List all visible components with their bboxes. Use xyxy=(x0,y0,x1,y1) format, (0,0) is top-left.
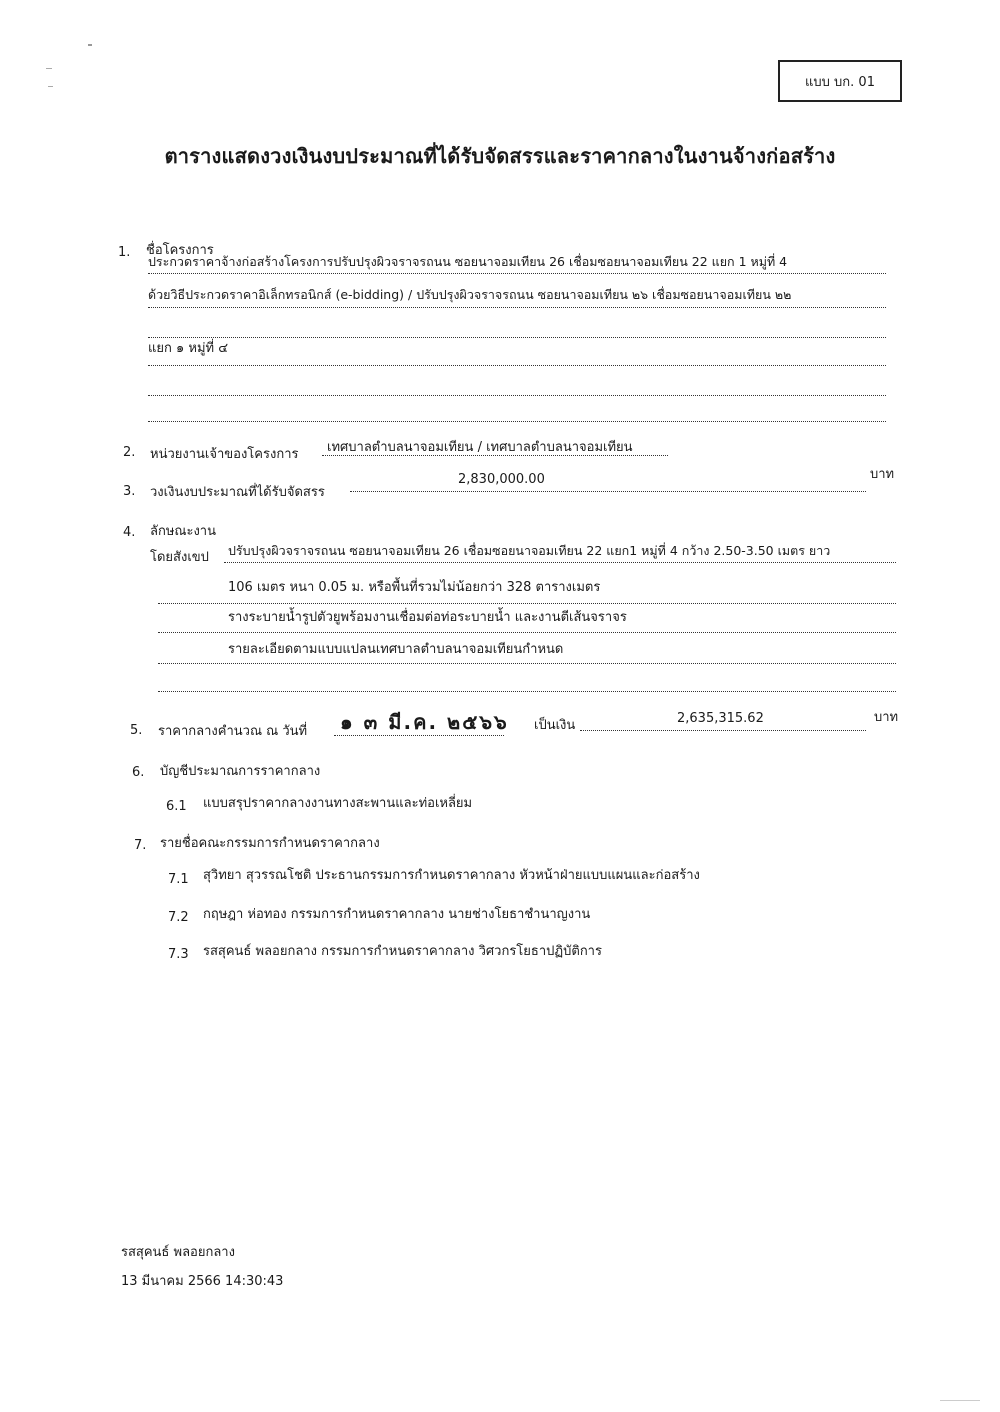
form-code: แบบ บก. 01 xyxy=(805,74,875,90)
document-title: ตารางแสดงวงเงินงบประมาณที่ได้รับจัดสรรและราคากลางในงานจ้างก่อสร้าง xyxy=(164,144,836,168)
section1-number: 1. xyxy=(118,245,131,260)
footer-timestamp: 13 มีนาคม 2566 14:30:43 xyxy=(121,1274,284,1289)
scan-speck xyxy=(46,68,52,69)
section1-dotline-3 xyxy=(148,337,886,338)
section5-label: ราคากลางคำนวณ ณ วันที่ xyxy=(158,724,308,739)
form-code-box xyxy=(778,60,902,102)
section3-dotline xyxy=(350,491,866,492)
section4-line-2: 106 เมตร หนา 0.05 ม. หรือพื้นที่รวมไม่น้อยกว่า 328 ตารางเมตร xyxy=(228,580,601,595)
footer-name: รสสุคนธ์ พลอยกลาง xyxy=(121,1245,235,1260)
section5-date-dotline xyxy=(334,735,504,736)
section6-item-number: 6.1 xyxy=(166,799,187,814)
section6-item-text: แบบสรุปราคากลางงานทางสะพานและท่อเหลี่ยม xyxy=(203,796,473,811)
section1-dotline-5 xyxy=(148,395,886,396)
scan-speck xyxy=(48,86,53,87)
section2-label: หน่วยงานเจ้าของโครงการ xyxy=(150,447,299,462)
section3-number: 3. xyxy=(123,484,136,499)
section5-date: ๑ ๓ มี.ค. ๒๕๖๖ xyxy=(340,710,509,734)
section4-line-3: รางระบายน้ำรูปตัวยูพร้อมงานเชื่อมต่อท่อระบายน้ำ และงานตีเส้นจราจร xyxy=(228,610,627,625)
section1-line-1: ประกวดราคาจ้างก่อสร้างโครงการปรับปรุงผิวจราจรถนน ซอยนาจอมเทียน 26 เชื่อมซอยนาจอมเทียน 22 แยก 1 หมู่ที่ 4 xyxy=(148,254,788,269)
section4-dotline-1 xyxy=(224,562,896,563)
section2-dotline xyxy=(322,455,668,456)
section7-item3-number: 7.3 xyxy=(168,947,189,962)
section2-value: เทศบาลตำบลนาจอมเทียน / เทศบาลตำบลนาจอมเทียน xyxy=(327,440,633,455)
section1-label: ชื่อโครงการ xyxy=(146,243,214,258)
section7-label: รายชื่อคณะกรรมการกำหนดราคากลาง xyxy=(160,836,380,851)
section7-item1-number: 7.1 xyxy=(168,872,189,887)
section4-dotline-5 xyxy=(158,691,896,692)
section3-unit: บาท xyxy=(870,467,895,482)
section1-line-3: แยก ๑ หมู่ที่ ๔ xyxy=(148,341,229,356)
section1-dotline-2 xyxy=(148,307,886,308)
section4-number: 4. xyxy=(123,525,136,540)
section6-number: 6. xyxy=(132,765,145,780)
section3-value: 2,830,000.00 xyxy=(458,472,545,487)
scan-speck xyxy=(940,1400,980,1401)
section7-number: 7. xyxy=(134,838,147,853)
section4-dotline-3 xyxy=(158,632,896,633)
section4-line-4: รายละเอียดตามแบบแปลนเทศบาลตำบลนาจอมเทียนกำหนด xyxy=(228,642,564,657)
section5-amount-label: เป็นเงิน xyxy=(534,718,576,733)
section4-label: ลักษณะงาน xyxy=(150,524,216,539)
section5-amount: 2,635,315.62 xyxy=(677,711,764,726)
section4-dotline-4 xyxy=(158,663,896,664)
section7-item1-text: สุวิทยา สุวรรณโชติ ประธานกรรมการกำหนดราคากลาง หัวหน้าฝ่ายแบบแผนและก่อสร้าง xyxy=(203,868,700,883)
section1-dotline-6 xyxy=(148,421,886,422)
section5-amount-dotline xyxy=(580,730,866,731)
section5-unit: บาท xyxy=(874,710,899,725)
section7-item2-text: กฤษฎา ห่อทอง กรรมการกำหนดราคากลาง นายช่างโยธาชำนาญงาน xyxy=(203,907,591,922)
section7-item3-text: รสสุคนธ์ พลอยกลาง กรรมการกำหนดราคากลาง วิศวกรโยธาปฏิบัติการ xyxy=(203,944,602,959)
section1-dotline-4 xyxy=(148,365,886,366)
section1-dotline-1 xyxy=(148,273,886,274)
section7-item2-number: 7.2 xyxy=(168,910,189,925)
section3-label: วงเงินงบประมาณที่ได้รับจัดสรร xyxy=(150,485,325,500)
section4-sublabel: โดยสังเขป xyxy=(150,550,209,565)
section4-dotline-2 xyxy=(158,603,896,604)
section1-line-2: ด้วยวิธีประกวดราคาอิเล็กทรอนิกส์ (e-bidding) / ปรับปรุงผิวจราจรถนน ซอยนาจอมเทียน ๒๖ เชื่อมซอยนาจอมเทียน ๒๒ xyxy=(148,287,792,302)
section6-label: บัญชีประมาณการราคากลาง xyxy=(160,764,321,779)
scan-speck xyxy=(88,44,92,46)
section5-number: 5. xyxy=(130,723,143,738)
section2-number: 2. xyxy=(123,445,136,460)
section4-line-1: ปรับปรุงผิวจราจรถนน ซอยนาจอมเทียน 26 เชื่อมซอยนาจอมเทียน 22 แยก1 หมู่ที่ 4 กว้าง 2.50-3.50 เมตร ยาว xyxy=(228,543,831,558)
